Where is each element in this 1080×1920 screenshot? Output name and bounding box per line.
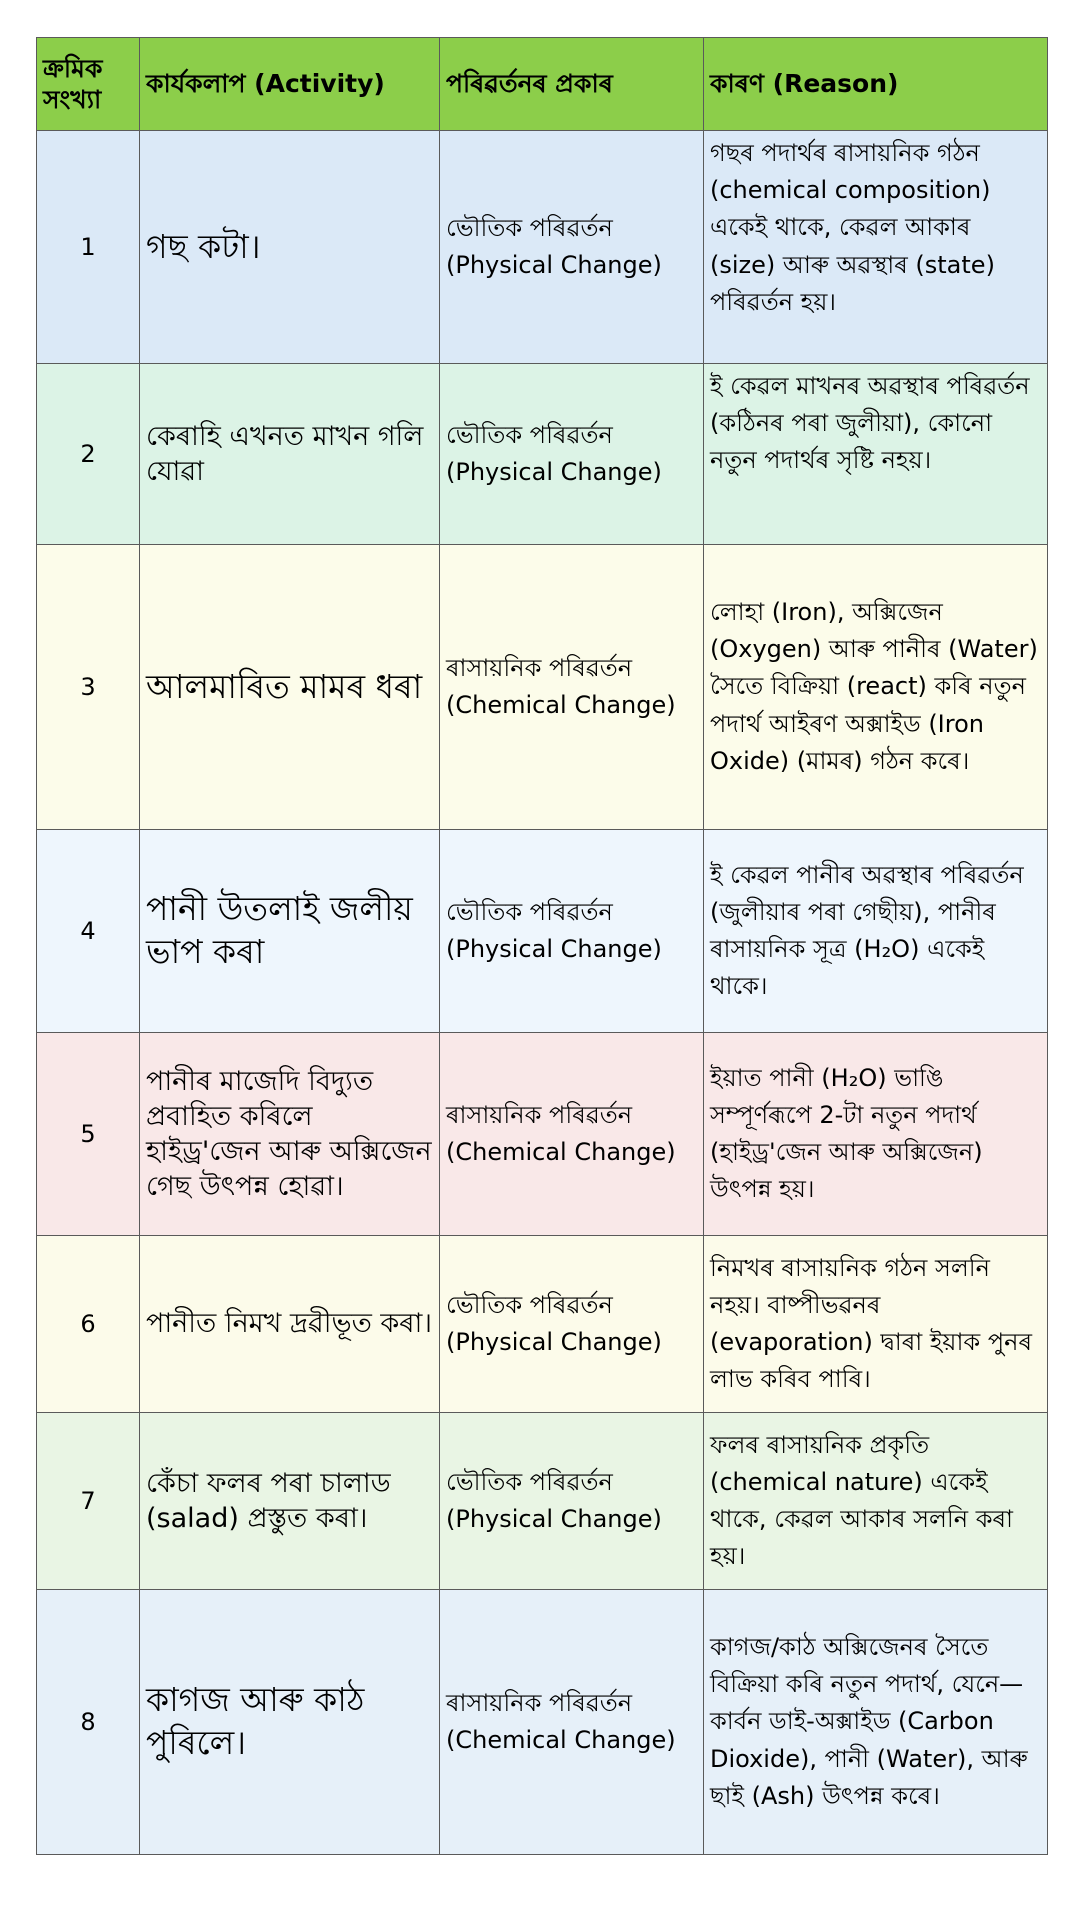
table-header-row [37, 38, 1048, 131]
activity-cell: কেৰাহি এখনত মাখন গলি যোৱা [140, 364, 440, 545]
change-type-cell [440, 545, 704, 830]
header-change-type: পৰিৱৰ্তনৰ প্ৰকাৰ [440, 38, 704, 131]
table-row [37, 830, 1048, 1033]
change-type-label: ৰাসায়নিক পৰিৱৰ্তন [446, 1688, 633, 1717]
change-type-cell [440, 1413, 704, 1590]
change-type-cell [440, 830, 704, 1033]
change-type-cell [440, 131, 704, 364]
activity-cell: পানীৰ মাজেদি বিদ্যুত প্ৰবাহিত কৰিলে হাইড্ৰ'জেন আৰু অক্সিজেন গেছ উৎপন্ন হোৱা। [140, 1033, 440, 1236]
serial-number: 5 [37, 1033, 140, 1236]
reason-cell: ইয়াত পানী (H₂O) ভাঙি সম্পূৰ্ণৰূপে 2-টা নতুন পদাৰ্থ (হাইড্ৰ'জেন আৰু অক্সিজেন) উৎপন্ন হয়। [704, 1033, 1048, 1236]
serial-number: 7 [37, 1413, 140, 1590]
change-type-english: (Chemical Change) [446, 1138, 676, 1166]
serial-number: 6 [37, 1236, 140, 1413]
header-reason: কাৰণ (Reason) [704, 38, 1048, 131]
serial-number: 3 [37, 545, 140, 830]
serial-number: 4 [37, 830, 140, 1033]
change-type-cell [440, 364, 704, 545]
activity-cell: আলমাৰিত মামৰ ধৰা [140, 545, 440, 830]
header-serial-number: ক্ৰমিক সংখ্যা [37, 38, 140, 131]
header-activity: কাৰ্যকলাপ (Activity) [140, 38, 440, 131]
reason-cell: কাগজ/কাঠ অক্সিজেনৰ সৈতে বিক্ৰিয়া কৰি নতুন পদাৰ্থ, যেনে— কাৰ্বন ডাই-অক্সাইড (Carbon Dioxide), পানী (Water), আৰু ছাই (Ash) উৎপন্ন কৰে। [704, 1590, 1048, 1855]
reason-cell: গছৰ পদাৰ্থৰ ৰাসায়নিক গঠন (chemical composition) একেই থাকে, কেৱল আকাৰ (size) আৰু অৱস্থাৰ (state) পৰিৱৰ্তন হয়। [704, 131, 1048, 364]
change-type-cell [440, 1236, 704, 1413]
activity-cell: কেঁচা ফলৰ পৰা চালাড (salad) প্ৰস্তুত কৰা। [140, 1413, 440, 1590]
change-type-english: (Chemical Change) [446, 1726, 676, 1754]
table-row [37, 1413, 1048, 1590]
change-type-cell [440, 1033, 704, 1236]
change-type-cell [440, 1590, 704, 1855]
activity-cell: পানীত নিমখ দ্ৰৱীভূত কৰা। [140, 1236, 440, 1413]
serial-number: 2 [37, 364, 140, 545]
change-classification-table [36, 37, 1048, 1855]
serial-number: 8 [37, 1590, 140, 1855]
change-type-english: (Physical Change) [446, 458, 662, 486]
change-type-english: (Physical Change) [446, 1328, 662, 1356]
reason-cell: ই কেৱল মাখনৰ অৱস্থাৰ পৰিৱৰ্তন (কঠিনৰ পৰা জুলীয়া), কোনো নতুন পদাৰ্থৰ সৃষ্টি নহয়। [704, 364, 1048, 545]
serial-number: 1 [37, 131, 140, 364]
change-type-label: ভৌতিক পৰিৱৰ্তন [446, 1290, 613, 1319]
table-row [37, 545, 1048, 830]
change-type-label: ভৌতিক পৰিৱৰ্তন [446, 1467, 613, 1496]
reason-cell: নিমখৰ ৰাসায়নিক গঠন সলনি নহয়। বাষ্পীভৱনৰ (evaporation) দ্বাৰা ইয়াক পুনৰ লাভ কৰিব পাৰি। [704, 1236, 1048, 1413]
reason-cell: লোহা (Iron), অক্সিজেন (Oxygen) আৰু পানীৰ (Water) সৈতে বিক্ৰিয়া (react) কৰি নতুন পদাৰ্থ আইৰণ অক্সাইড (Iron Oxide) (মামৰ) গঠন কৰে। [704, 545, 1048, 830]
table-row [37, 1590, 1048, 1855]
table-row [37, 131, 1048, 364]
activity-cell: পানী উতলাই জলীয় ভাপ কৰা [140, 830, 440, 1033]
change-type-english: (Physical Change) [446, 251, 662, 279]
change-type-label: ৰাসায়নিক পৰিৱৰ্তন [446, 653, 633, 682]
table-row [37, 1236, 1048, 1413]
change-type-label: ভৌতিক পৰিৱৰ্তন [446, 213, 613, 242]
change-type-label: ভৌতিক পৰিৱৰ্তন [446, 897, 613, 926]
activity-cell: কাগজ আৰু কাঠ পুৰিলে। [140, 1590, 440, 1855]
change-type-english: (Physical Change) [446, 1505, 662, 1533]
table-row [37, 1033, 1048, 1236]
reason-cell: ফলৰ ৰাসায়নিক প্ৰকৃতি (chemical nature) একেই থাকে, কেৱল আকাৰ সলনি কৰা হয়। [704, 1413, 1048, 1590]
activity-cell: গছ কটা। [140, 131, 440, 364]
reason-cell: ই কেৱল পানীৰ অৱস্থাৰ পৰিৱৰ্তন (জুলীয়াৰ পৰা গেছীয়), পানীৰ ৰাসায়নিক সূত্ৰ (H₂O) একেই থাকে। [704, 830, 1048, 1033]
change-type-english: (Physical Change) [446, 935, 662, 963]
change-type-english: (Chemical Change) [446, 691, 676, 719]
change-type-label: ৰাসায়নিক পৰিৱৰ্তন [446, 1100, 633, 1129]
change-type-label: ভৌতিক পৰিৱৰ্তন [446, 420, 613, 449]
table-row [37, 364, 1048, 545]
